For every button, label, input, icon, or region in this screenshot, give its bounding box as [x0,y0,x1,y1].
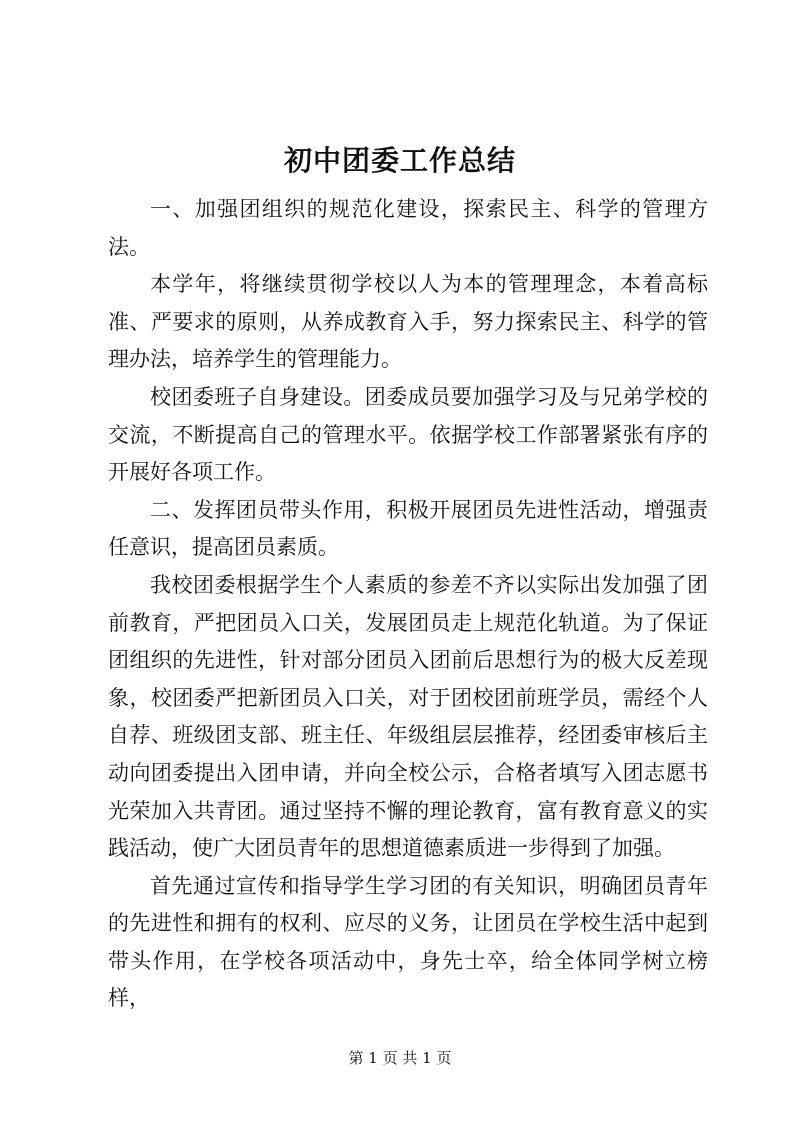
paragraph-section-one-heading: 一、加强团组织的规范化建设，探索民主、科学的管理方法。 [108,197,708,259]
document-body [108,191,708,1018]
document-title: 初中团委工作总结 [283,144,516,177]
paragraph-member-role: 首先通过宣传和指导学生学习团的有关知识，明确团员青年的先进性和拥有的权利、应尽的义务，让团员在学校生活中起到带头作用，在学校各项活动中，身先士卒，给全体同学树立榜样， [108,873,708,1011]
paragraph-management-approach: 本学年，将继续贯彻学校以人为本的管理理念，本着高标准、严要求的原则，从养成教育入手，努力探索民主、科学的管理办法，培养学生的管理能力。 [108,272,708,372]
paragraph-section-two-heading: 二、发挥团员带头作用，积极开展团员先进性活动，增强责任意识，提高团员素质。 [108,497,708,560]
paragraph-membership-admission: 我校团委根据学生个人素质的参差不齐以实际出发加强了团前教育，严把团员入口关，发展团员走上规范化轨道。为了保证团组织的先进性，针对部分团员入团前后思想行为的极大反差现象，校团委严把新团员入口关，对于团校团前班学员，需经个人自荐、班级团支部、班主任、年级组层层推荐，经团委审核后主动向团委提出入团申请，并向全校公示，合格者填写入团志愿书光荣加入共青团。通过坚持不懈的理论教育，富有教育意义的实践活动，使广大团员青年的思想道德素质进一步得到了加强。 [108,572,708,861]
paragraph-committee-building: 校团委班子自身建设。团委成员要加强学习及与兄弟学校的交流，不断提高自己的管理水平。依据学校工作部署紧张有序的开展好各项工作。 [108,384,708,485]
page-footer: 第 1 页 共 1 页 [348,1049,452,1067]
